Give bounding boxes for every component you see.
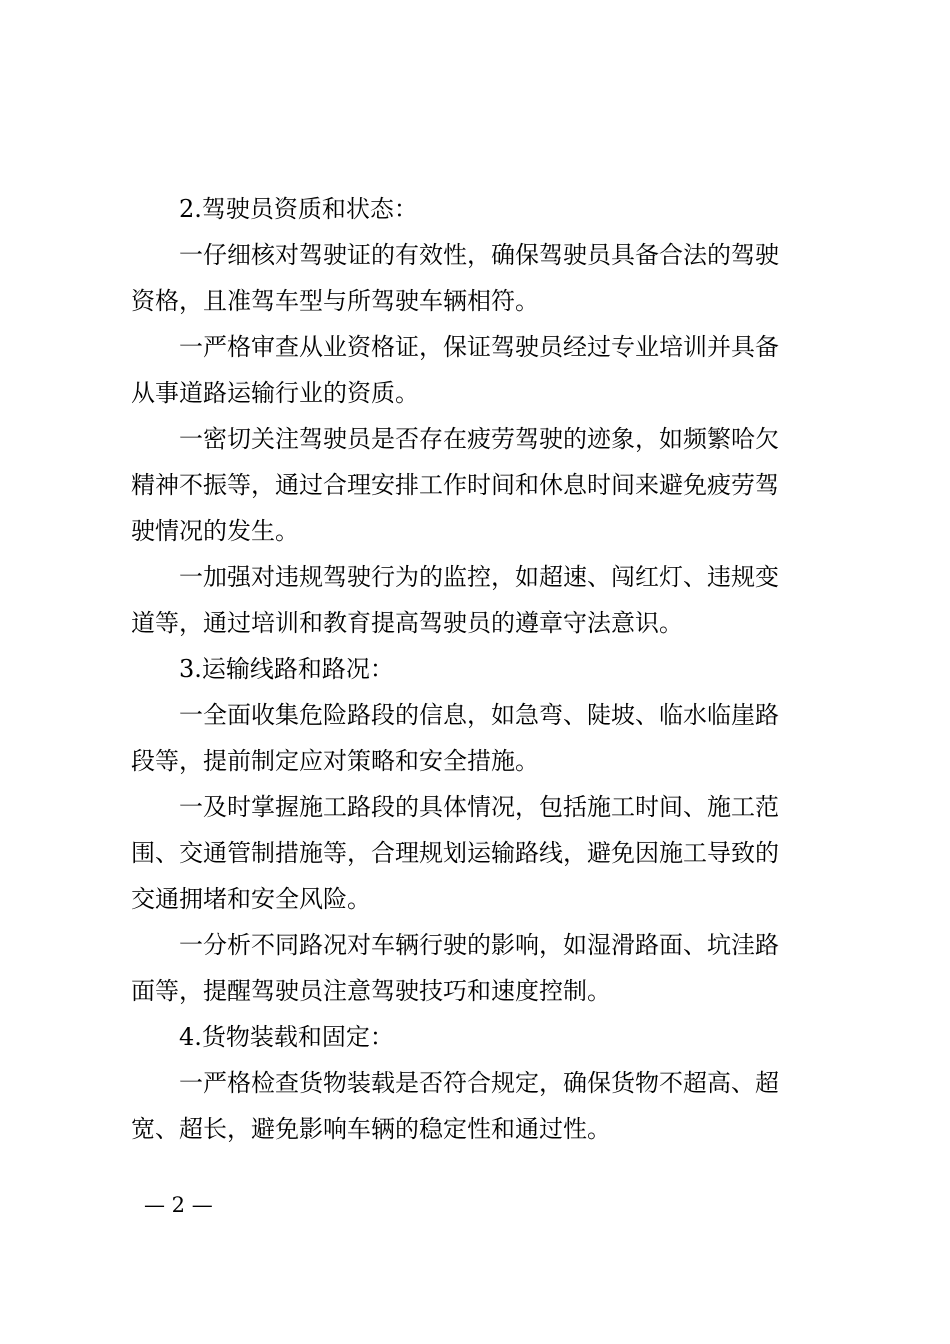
paragraph-line: 一严格审查从业资格证，保证驾驶员经过专业培训并具备 (179, 333, 779, 361)
paragraph-line: 资格，且准驾车型与所驾驶车辆相符。 (131, 287, 539, 315)
paragraph-line: 一分析不同路况对车辆行驶的影响，如湿滑路面、坑洼路 (179, 931, 779, 959)
paragraph-line: 围、交通管制措施等，合理规划运输路线，避免因施工导致的 (131, 839, 779, 867)
document-body (131, 186, 831, 1152)
paragraph-line: 一密切关注驾驶员是否存在疲劳驾驶的迹象，如频繁哈欠 (179, 425, 779, 453)
paragraph-line: 一全面收集危险路段的信息，如急弯、陡坡、临水临崖路 (179, 701, 779, 729)
paragraph-line: 交通拥堵和安全风险。 (131, 885, 371, 913)
section-heading-route: 3.运输线路和路况： (179, 655, 394, 683)
paragraph-line: 宽、超长，避免影响车辆的稳定性和通过性。 (131, 1115, 611, 1143)
paragraph-line: 一加强对违规驾驶行为的监控，如超速、闯红灯、违规变 (179, 563, 779, 591)
section-heading-cargo: 4.货物装载和固定： (179, 1023, 394, 1051)
page-number: — 2 — (144, 1193, 213, 1217)
paragraph-line: 精神不振等，通过合理安排工作时间和休息时间来避免疲劳驾 (131, 471, 779, 499)
paragraph-line: 一仔细核对驾驶证的有效性，确保驾驶员具备合法的驾驶 (179, 241, 779, 269)
paragraph-line: 面等，提醒驾驶员注意驾驶技巧和速度控制。 (131, 977, 611, 1005)
paragraph-line: 段等，提前制定应对策略和安全措施。 (131, 747, 539, 775)
paragraph-line: 一严格检查货物装载是否符合规定，确保货物不超高、超 (179, 1069, 779, 1097)
paragraph-line: 从事道路运输行业的资质。 (131, 379, 419, 407)
section-heading-driver: 2.驾驶员资质和状态： (179, 195, 418, 223)
paragraph-line: 驶情况的发生。 (131, 517, 299, 545)
paragraph-line: 道等，通过培训和教育提高驾驶员的遵章守法意识。 (131, 609, 683, 637)
paragraph-line: 一及时掌握施工路段的具体情况，包括施工时间、施工范 (179, 793, 779, 821)
